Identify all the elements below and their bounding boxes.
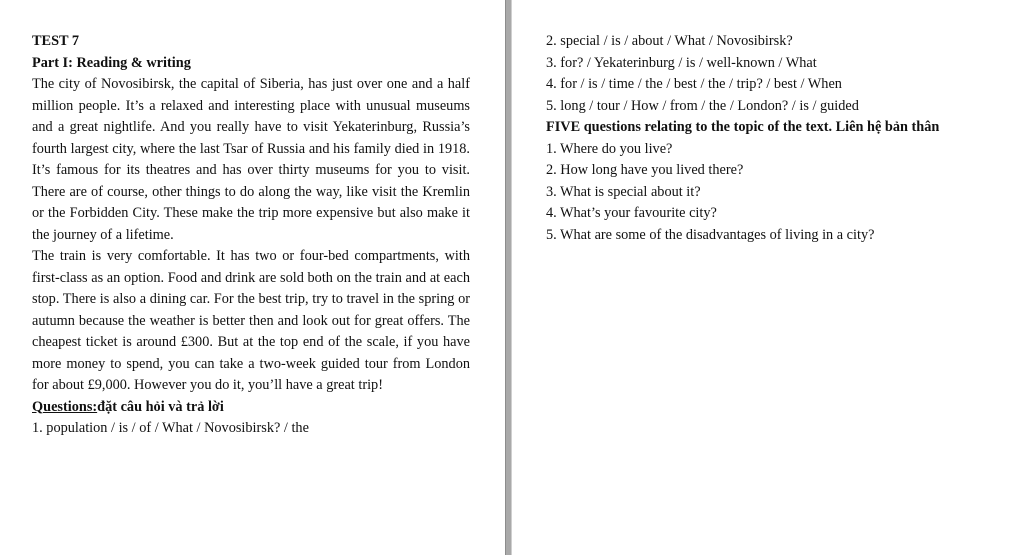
question-3: 3. for? / Yekaterinburg / is / well-known / What [546,54,817,71]
question-5: 5. long / tour / How / from / the / London? / is / guided [546,97,859,114]
personal-question-1: 1. Where do you live? [546,140,673,157]
page-divider [505,0,512,555]
right-page-content [546,31,986,246]
document-page-right [512,0,1024,555]
personal-question-3: 3. What is special about it? [546,183,701,200]
test-title: TEST 7 [32,33,80,49]
personal-question-4: 4. What’s your favourite city? [546,205,717,221]
questions-instruction: đặt câu hỏi và trả lời [97,398,224,415]
question-2: 2. special / is / about / What / Novosibirsk? [546,33,793,49]
left-page-content [32,31,470,440]
questions-label: Questions: [32,398,98,415]
personal-question-2: 2. How long have you lived there? [546,162,744,178]
five-questions-heading: FIVE questions relating to the topic of the text. Liên hệ bản thân [546,119,940,135]
question-4: 4. for / is / time / the / best / the / trip? / best / When [546,76,842,92]
part-title: Part I: Reading & writing [32,54,191,71]
question-1: 1. population / is / of / What / Novosibirsk? / the [32,420,309,436]
reading-paragraph-1: The city of Novosibirsk, the capital of Siberia, has just over one and a half million people. It’s a relaxed and interesting place with unusual museums and a great nightlife. And you really have to visit Yekaterinburg, Russia’s fourth largest city, where the last Tsar of Russia and his family died in 1918. It’s famous for its theatres and has over thirty museums for you to visit. There are of course, other things to do along the way, like visit the Kremlin or the Forbidden City. These make the trip more expensive but also make it the journey of a lifetime. [32,76,470,243]
questions-heading [32,397,470,419]
document-page-left [0,0,505,555]
personal-question-5: 5. What are some of the disadvantages of living in a city? [546,226,875,243]
reading-paragraph-2: The train is very comfortable. It has two or four-bed compartments, with first-class as an option. Food and drink are sold both on the train and at each stop. There is also a dining car. For the best trip, try to travel in the spring or autumn because the weather is better then and look out for great offers. The cheapest ticket is around £300. But at the top end of the scale, if you have more money to spend, you can take a two-week guided tour from London for about £9,000. However you do it, you’ll have a great trip! [32,248,470,393]
